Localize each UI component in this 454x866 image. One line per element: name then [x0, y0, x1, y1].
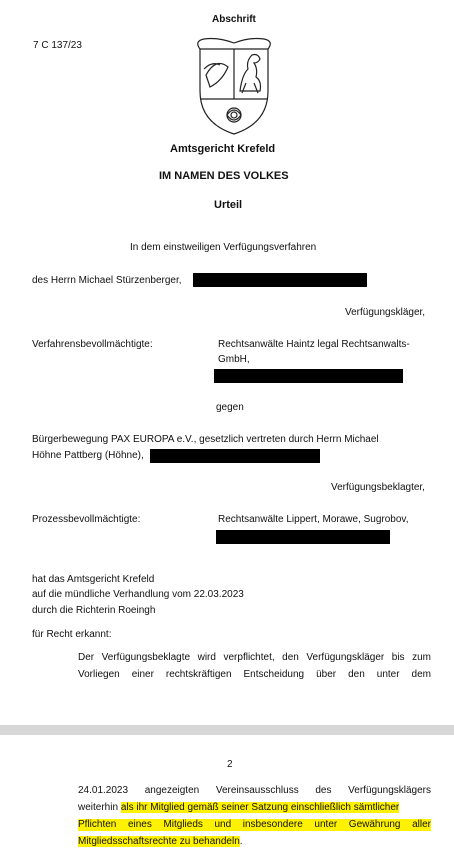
document-page-2	[0, 735, 454, 866]
defendant-counsel-label: Prozessbevollmächtigte:	[32, 514, 141, 525]
defendant-role: Verfügungsbeklagter,	[331, 482, 425, 493]
court-statement-line1: hat das Amtsgericht Krefeld	[32, 574, 155, 585]
against-label: gegen	[216, 402, 244, 413]
case-number: 7 C 137/23	[33, 40, 82, 51]
people-heading: IM NAMEN DES VOLKES	[159, 170, 289, 182]
defendant-line2: Höhne Pattberg (Höhne),	[32, 450, 144, 461]
highlighted-text: Mitgliedsschaftsrechte zu behandeln	[78, 836, 240, 847]
defendant-counsel-line1: Rechtsanwälte Lippert, Morawe, Sugrobov,	[218, 514, 409, 525]
page2-line4	[78, 836, 243, 848]
redaction-box	[150, 449, 320, 463]
court-name: Amtsgericht Krefeld	[170, 143, 276, 155]
page2-line1: 24.01.2023 angezeigten Vereinsausschluss des Verfügungsklägers	[78, 785, 431, 796]
plaintiff-counsel-line2: GmbH,	[218, 354, 250, 365]
ruling-line1: Der Verfügungsbeklagte wird verpflichtet, den Verfügungskläger bis zum	[78, 652, 431, 663]
plaintiff-counsel-line1: Rechtsanwälte Haintz legal Rechtsanwalts-	[218, 339, 410, 350]
plaintiff-counsel-label: Verfahrensbevollmächtigte:	[32, 339, 153, 350]
highlighted-text: als ihr Mitglied gemäß seiner Satzung einschließlich sämtlicher	[120, 802, 400, 813]
copy-label: Abschrift	[212, 14, 256, 25]
coat-of-arms-emblem	[188, 35, 280, 137]
decision-type: Urteil	[214, 199, 243, 211]
page2-line4-end: .	[239, 836, 243, 847]
plaintiff-role: Verfügungskläger,	[345, 307, 426, 318]
proceedings-intro: In dem einstweiligen Verfügungsverfahren	[130, 242, 317, 253]
redaction-box	[216, 530, 390, 544]
ruling-line2: Vorliegen einer rechtskräftigen Entscheidung über den unter dem	[78, 669, 431, 680]
redaction-box	[214, 369, 403, 383]
page-number: 2	[227, 759, 233, 770]
page2-line2	[78, 802, 431, 814]
defendant-line1: Bürgerbewegung PAX EUROPA e.V., gesetzlich vertreten durch Herrn Michael	[32, 434, 379, 445]
page2-line2-plain: weiterhin	[78, 802, 121, 813]
plaintiff-line: des Herrn Michael Stürzenberger,	[32, 275, 182, 286]
page-separator	[0, 725, 454, 735]
highlighted-text: Pflichten eines Mitglieds und insbesondere unter Gewährung aller	[78, 819, 431, 830]
redaction-box	[193, 273, 367, 287]
page2-line3	[78, 819, 431, 831]
court-statement-line3: durch die Richterin Roeingh	[32, 605, 156, 616]
court-statement-line2: auf die mündliche Verhandlung vom 22.03.2023	[32, 589, 244, 600]
court-statement-line4: für Recht erkannt:	[32, 629, 112, 640]
